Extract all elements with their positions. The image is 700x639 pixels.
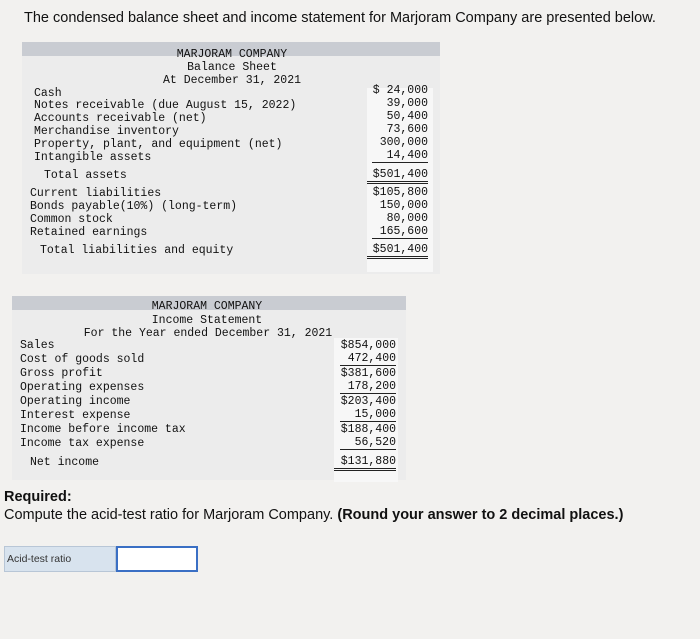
bs-row-value: 39,000 <box>386 97 428 110</box>
bs-title: Balance Sheet <box>187 61 277 74</box>
bs-total-value: $501,400 <box>367 168 428 184</box>
is-row-label: Income tax expense <box>20 437 145 450</box>
answer-row <box>4 546 198 572</box>
bs-row-value: 80,000 <box>386 212 428 225</box>
bs-row-label: Current liabilities <box>30 187 162 200</box>
required-heading: Required: <box>4 489 72 505</box>
bs-row-label: Bonds payable(10%) (long-term) <box>30 200 238 213</box>
is-row-value: 56,520 <box>340 436 396 450</box>
bs-row-value: 50,400 <box>386 110 428 123</box>
bs-row-label: Merchandise inventory <box>34 125 179 138</box>
acid-test-ratio-input[interactable] <box>116 546 198 572</box>
bs-row-value: 14,400 <box>372 149 428 163</box>
is-row-value: 178,200 <box>340 380 396 394</box>
bs-row-value: $ 24,000 <box>372 84 428 97</box>
is-row-label: Cost of goods sold <box>20 353 145 366</box>
bs-total-label: Total liabilities and equity <box>40 244 234 257</box>
bs-row-value: 165,600 <box>372 225 428 239</box>
is-row-value: $203,400 <box>340 395 396 408</box>
intro-text: The condensed balance sheet and income statement for Marjoram Company are presented below. <box>24 10 656 26</box>
is-period: For the Year ended December 31, 2021 <box>83 327 333 340</box>
bs-total-label: Total assets <box>44 169 127 182</box>
bs-row-value: 150,000 <box>379 199 428 212</box>
is-row-value: 472,400 <box>340 352 396 366</box>
bs-row-label: Common stock <box>30 213 113 226</box>
required-note: (Round your answer to 2 decimal places.) <box>337 507 624 523</box>
required-section <box>4 488 623 524</box>
is-row-value: 15,000 <box>340 408 396 422</box>
is-row-value: $381,600 <box>340 367 396 380</box>
bs-row-label: Intangible assets <box>34 151 152 164</box>
is-title: Income Statement <box>151 314 263 327</box>
income-statement <box>12 296 406 480</box>
is-row-value: $854,000 <box>340 339 396 352</box>
bs-row-value: 300,000 <box>379 136 428 149</box>
answer-label: Acid-test ratio <box>4 546 116 572</box>
is-row-label: Income before income tax <box>20 423 186 436</box>
bs-row-label: Retained earnings <box>30 226 148 239</box>
is-row-value: $188,400 <box>340 423 396 436</box>
bs-row-value: $105,800 <box>372 186 428 199</box>
bs-row-value: 73,600 <box>386 123 428 136</box>
is-row-label: Operating income <box>20 395 131 408</box>
balance-sheet <box>22 42 440 274</box>
bs-row-label: Cash <box>34 87 62 100</box>
is-total-label: Net income <box>30 456 100 469</box>
is-company: MARJORAM COMPANY <box>151 300 263 313</box>
is-row-label: Sales <box>20 339 55 352</box>
bs-total-value: $501,400 <box>367 243 428 259</box>
bs-row-label: Notes receivable (due August 15, 2022) <box>34 99 297 112</box>
required-instruction: Compute the acid-test ratio for Marjoram Company. <box>4 507 334 523</box>
is-row-label: Gross profit <box>20 367 103 380</box>
is-row-label: Interest expense <box>20 409 131 422</box>
is-total-value: $131,880 <box>334 455 396 471</box>
bs-row-label: Accounts receivable (net) <box>34 112 207 125</box>
bs-date: At December 31, 2021 <box>162 74 302 87</box>
bs-company: MARJORAM COMPANY <box>176 48 288 61</box>
is-row-label: Operating expenses <box>20 381 145 394</box>
bs-row-label: Property, plant, and equipment (net) <box>34 138 283 151</box>
